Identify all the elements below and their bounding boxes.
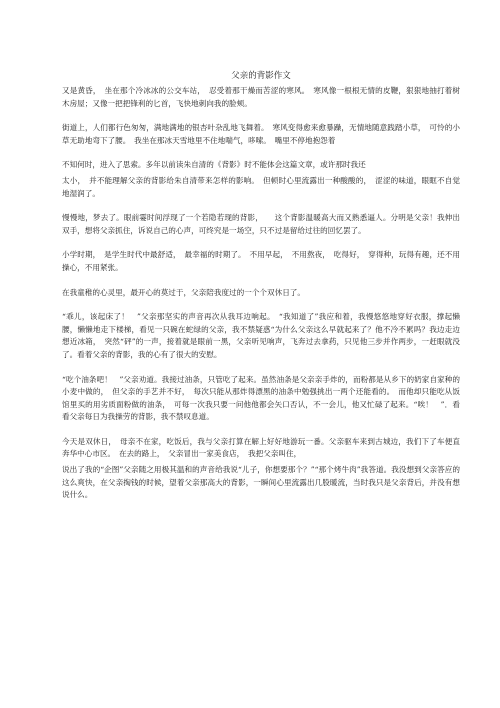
- paragraph: 又是黄昏， 坐在那个冷冰冰的公交车站， 忍受着那干燥而苦涩的寒风。 寒风像一根根无情的皮鞭，狠狠地抽打着树木房屋；又像一把把锋利的匕首，飞快地刺向我的脸颊。: [62, 86, 460, 108]
- paragraph: 慢慢地，梦去了。眼前霎时间浮现了一个若隐若现的背影， 这个背影温暖高大而又熟悉逼人。分明是父亲！我伸出双手，想将父亲抓住，诉说自己的心声，可终究是一场空，只不过是留给过往的回忆罢了。: [62, 213, 460, 235]
- document-title: 父亲的背影作文: [231, 71, 291, 81]
- paragraph: 太小， 并不能理解父亲的背影给朱自清带来怎样的影响。 但顿时心里流露出一种酸酸的， 涩涩的味道，眼眶不自觉地湿润了。: [62, 175, 460, 198]
- paragraph: 在我童稚的心灵里，最开心的莫过于，父亲陪我度过的一个个双休日了。: [62, 287, 305, 297]
- paragraph: “吃个油条吧！ ”父亲劝道。我接过油条，只管吃了起来。虽然油条是父亲亲手炸的，而粉都是从乡下的奶家自家种的小麦中做的， 但父亲的手艺并不好， 每次只能从那炸得漂黑的油条中勉强挑出一两个还能看的。 而他却只能吃从饭馆里买的用劣质面粉做的油条， 可每一次我只要一问他他都会矢口否认，不一会儿，他又忙碌了起来。“唉！ ”．看看父亲每日为我操劳的背影，我不禁叹息道。: [62, 374, 460, 422]
- paragraph: 不知何时，进入了思索。多年以前读朱自清的《背影》时不能体会这篇文章，或许那时我还: [62, 160, 366, 170]
- paragraph: 今天是双休日， 母亲不在家，吃饭后，我与父亲打算在解上好好地游玩一番。父亲驱车来到古城边，我们下了车便直奔华中心市区。 在去的路上， 父亲冒出一家美食店， 我把父亲叫住，: [62, 436, 460, 459]
- paragraph: “乖儿，该起床了！ ”父亲那坚实的声音再次从我耳边响起。 “我知道了”我应和着，我慢悠悠地穿好衣服，撑起懒腰，懒懒地走下楼梯，看见一只碗在蛇绿的父亲，我不禁疑惑“为什么父亲这么早就起来了？他不冷不累吗？我边走边想近冰箱， 突然“砰”的一声，接着就是眼前一黑，父亲听见响声，飞奔过去拿药，只见他三步并作两步，一赶眼就没了。看着父亲的背影，我的心有了很大的安慰。: [62, 312, 460, 359]
- paragraph: 街道上，人们都行色匆匆，满地满地的银杏叶杂乱地飞舞着。 寒风变得愈来愈暴躁，无情地随意践踏小草， 可怜的小草无助地弯下了腰。 我坐在那冰天雪地里不住地喘气，哆嗦。 嘴里不停地抱怨着: [62, 123, 460, 145]
- paragraph: 小学时期， 是学生时代中最舒适， 最幸福的时期了。 不用早起， 不用熬夜， 吃得好， 穿得种，玩得有趣，还不用操心，不用紧张。: [62, 250, 460, 272]
- paragraph: 说出了我的“企图”父亲随之用极其温和的声音给我说“儿子，你想要那个？”“那个烤牛肉”我答道。我没想到父亲答应的这么爽快，在父亲掏钱的时候，望着父亲那高大的背影，一瞬间心里流露出几股暖流，当时我只是父亲背后，并没有想说什么。: [62, 465, 460, 500]
